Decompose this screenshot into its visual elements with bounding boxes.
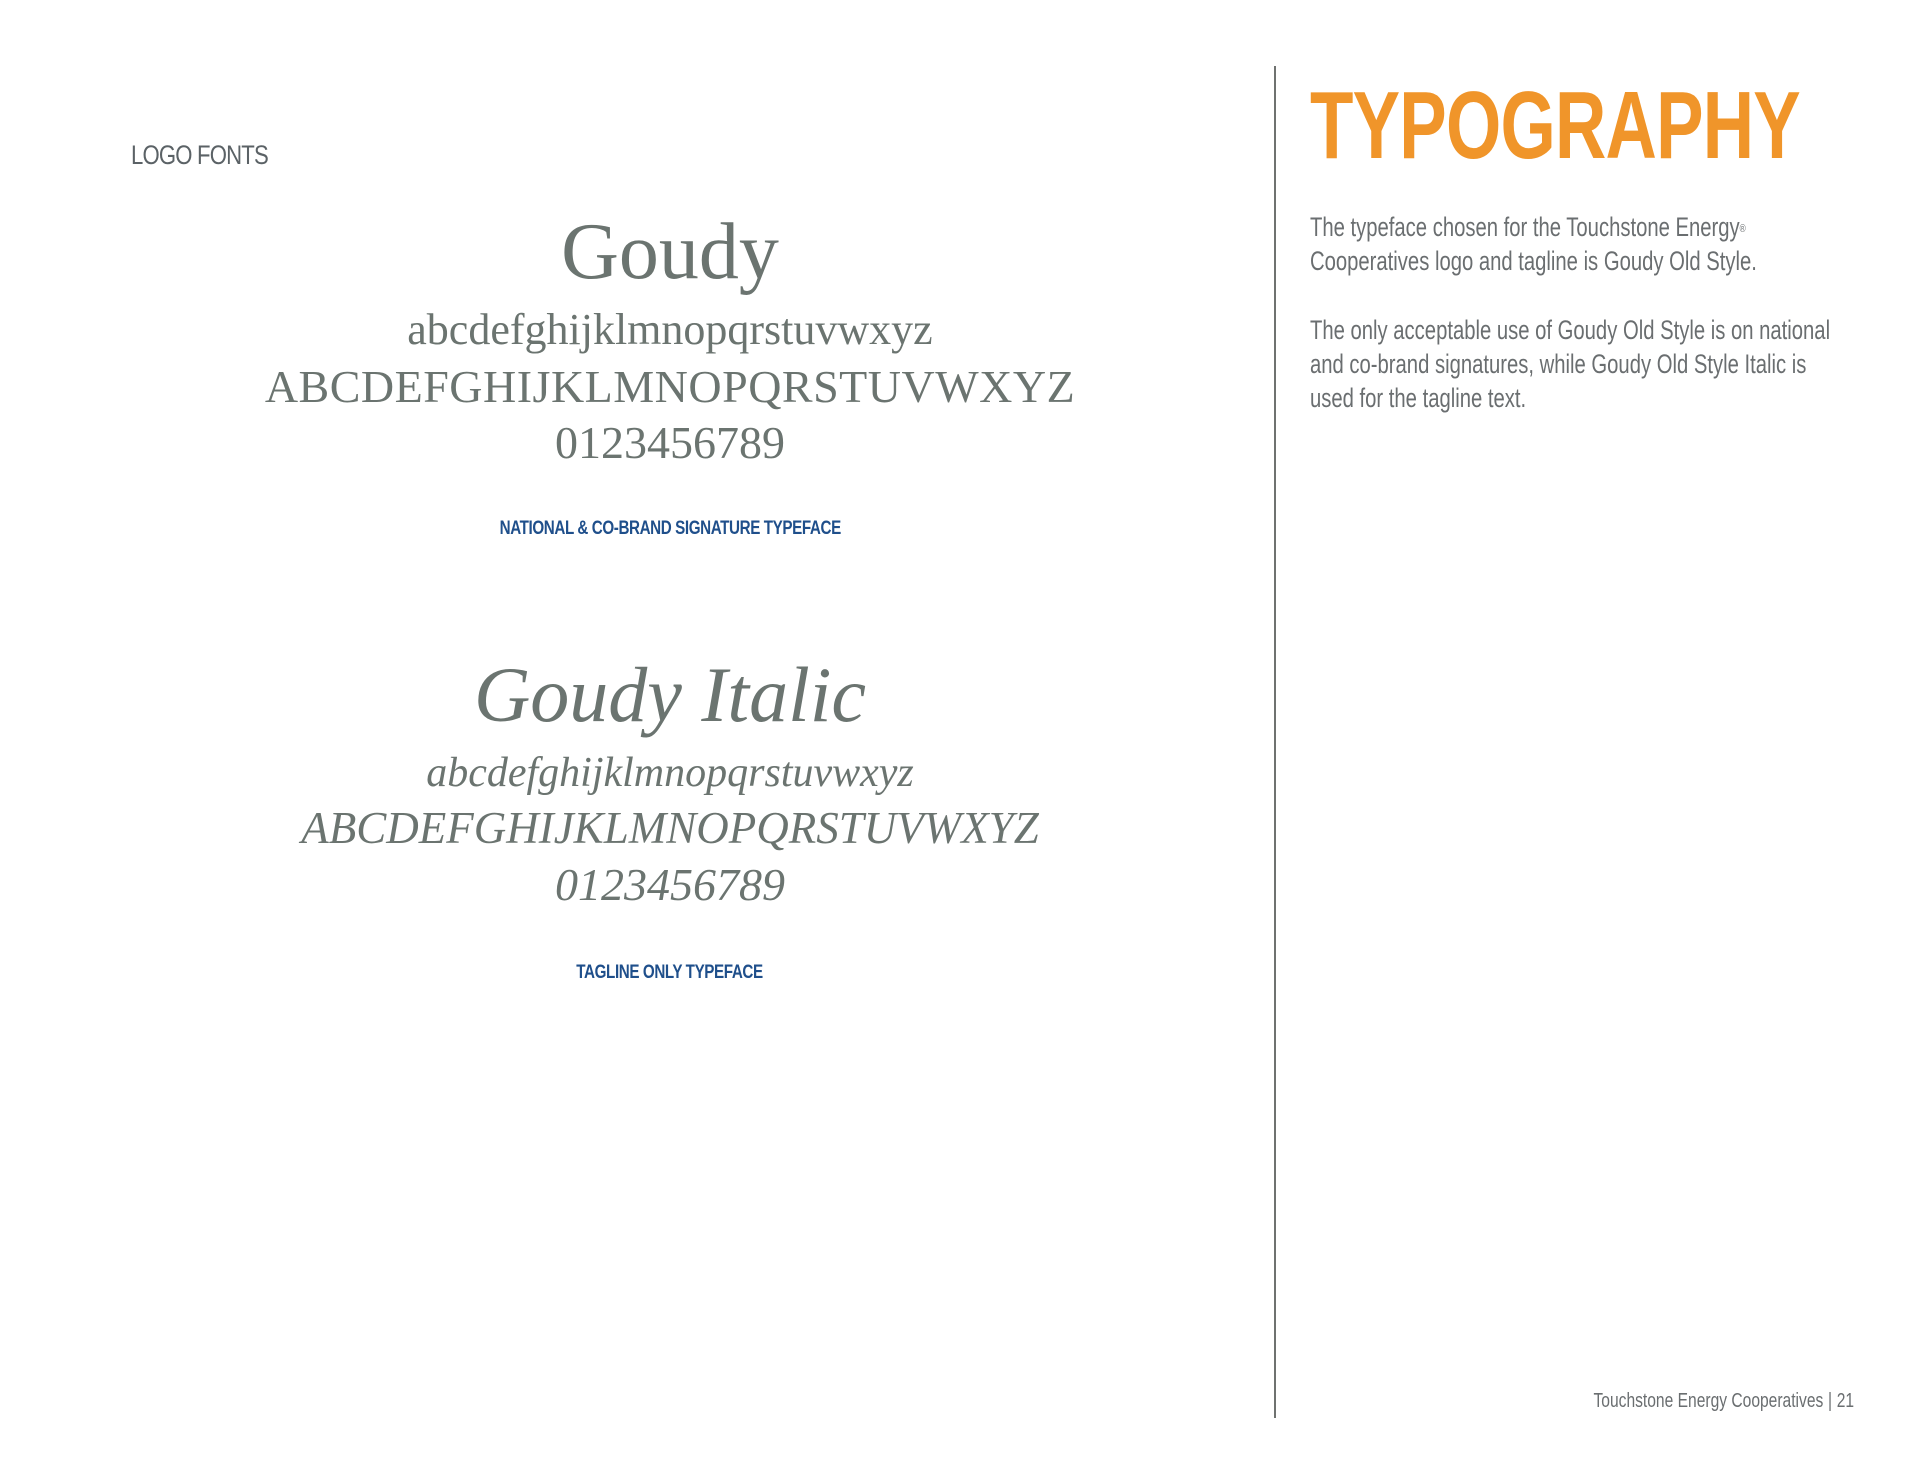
goudy-uppercase: ABCDEFGHIJKLMNOPQRSTUVWXYZ xyxy=(264,361,1076,412)
page-title: TYPOGRAPHY xyxy=(1310,72,1800,179)
usage-line-1: The only acceptable use of Goudy Old Style is on national xyxy=(1310,315,1831,345)
intro-paragraph xyxy=(1310,210,1760,278)
goudy-italic-digits: 0123456789 xyxy=(555,859,785,910)
footer-brand: Touchstone Energy Cooperatives xyxy=(1593,1390,1824,1412)
logo-fonts-label: LOGO FONTS xyxy=(131,140,268,170)
registered-mark: ® xyxy=(1739,223,1746,235)
goudy-caption-text: NATIONAL & CO-BRAND SIGNATURE TYPEFACE xyxy=(499,518,841,539)
intro-line-1-text: The typeface chosen for the Touchstone Energy xyxy=(1310,212,1740,242)
intro-line-1 xyxy=(1310,210,1760,244)
intro-line-2: Cooperatives logo and tagline is Goudy Old Style. xyxy=(1310,246,1757,276)
goudy-digits: 0123456789 xyxy=(555,417,785,468)
goudy-title: Goudy xyxy=(561,208,779,296)
goudy-italic-uppercase: ABCDEFGHIJKLMNOPQRSTUVWXYZ xyxy=(301,803,1039,853)
goudy-italic-caption-text: TAGLINE ONLY TYPEFACE xyxy=(576,962,764,983)
usage-line-2: and co-brand signatures, while Goudy Old Style Italic is xyxy=(1310,349,1807,379)
goudy-italic-caption xyxy=(180,962,1160,984)
page-number: 21 xyxy=(1836,1390,1854,1412)
usage-paragraph xyxy=(1310,313,1831,415)
page-footer xyxy=(1593,1390,1854,1413)
vertical-divider xyxy=(1274,66,1276,1418)
goudy-italic-lowercase: abcdefghijklmnopqrstuvwxyz xyxy=(426,750,914,796)
footer-separator: | xyxy=(1827,1390,1832,1412)
goudy-lowercase: abcdefghijklmnopqrstuvwxyz xyxy=(407,305,933,354)
goudy-caption xyxy=(180,518,1160,540)
usage-line-3: used for the tagline text. xyxy=(1310,383,1527,413)
goudy-italic-title: Goudy Italic xyxy=(473,651,867,738)
